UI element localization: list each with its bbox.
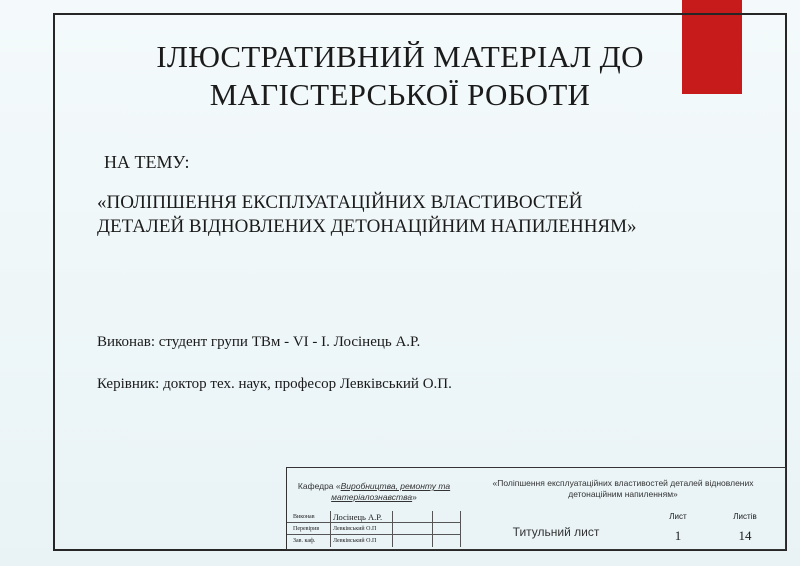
dept-suffix: » — [412, 492, 417, 502]
title-line-1: ІЛЮСТРАТИВНИЙ МАТЕРІАЛ ДО — [156, 39, 644, 74]
topic-line-2: ДЕТАЛЕЙ ВІДНОВЛЕНИХ ДЕТОНАЦІЙНИМ НАПИЛЕННЯМ» — [97, 216, 637, 237]
sheets-label: Листів — [733, 512, 757, 521]
signature-role: Перевірив — [287, 523, 331, 535]
signature-name: Левківський О.П — [331, 535, 393, 547]
supervisor-line: Керівник: доктор тех. наук, професор Левківський О.П. — [97, 376, 452, 392]
title-block — [286, 467, 786, 550]
signature-cell — [393, 511, 433, 523]
signature-row — [287, 511, 461, 523]
signature-name: Левківський О.П — [331, 523, 393, 535]
sheets-total: 14 — [738, 528, 752, 543]
signature-name: Лосінець А.Р. — [331, 511, 393, 523]
signature-role: Виконав — [287, 511, 331, 523]
date-cell — [433, 511, 461, 523]
dept-prefix: Кафедра « — [297, 481, 341, 491]
title-line-2: МАГІСТЕРСЬКОЇ РОБОТИ — [209, 77, 591, 112]
page-title — [0, 38, 800, 114]
date-cell — [433, 535, 461, 547]
dept-name: Виробництва, ремонту та матеріалознавства — [331, 481, 451, 502]
department-cell — [287, 468, 461, 511]
date-cell — [433, 523, 461, 535]
sheet-label: Лист — [669, 512, 687, 521]
work-title-cell: «Поліпшення експлуатаційних властивостей деталей відновлених детонаційним напиленням» — [492, 478, 754, 499]
topic-text — [97, 191, 637, 239]
topic-line-1: «ПОЛІПШЕННЯ ЕКСПЛУАТАЦІЙНИХ ВЛАСТИВОСТЕЙ — [97, 192, 583, 213]
signature-cell — [393, 523, 433, 535]
sheet-number: 1 — [674, 528, 682, 543]
sheet-name-cell: Титульний лист — [512, 525, 600, 539]
signature-row — [287, 535, 461, 547]
signature-role: Зав. каф. — [287, 535, 331, 547]
author-line: Виконав: студент групи ТВм - VI - І. Лосінець А.Р. — [97, 334, 421, 350]
topic-label: НА ТЕМУ: — [104, 152, 190, 172]
signature-cell — [393, 535, 433, 547]
signature-row — [287, 523, 461, 535]
